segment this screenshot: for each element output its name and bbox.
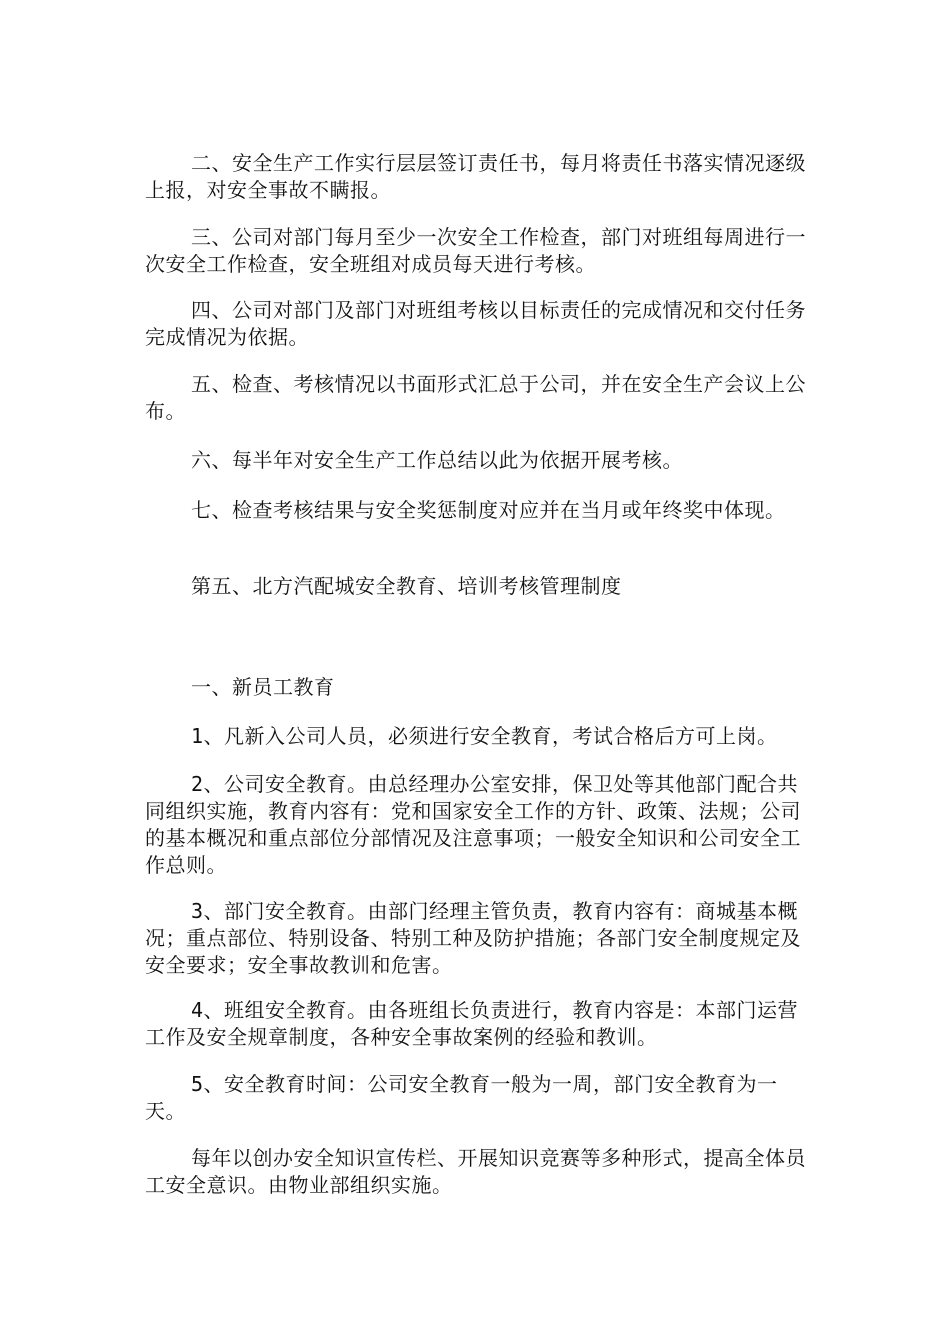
paragraph-7: 七、检查考核结果与安全奖惩制度对应并在当月或年终奖中体现。 xyxy=(191,498,786,522)
closing-paragraph: 每年以创办安全知识宣传栏、开展知识竞赛等多种形式，提高全体员工安全意识。由物业部组织实施。 xyxy=(145,1146,806,1197)
item-4: 4、班组安全教育。由各班组长负责进行，教育内容是：本部门运营工作及安全规章制度，各种安全事故案例的经验和教训。 xyxy=(145,998,799,1049)
paragraph-5: 五、检查、考核情况以书面形式汇总于公司，并在安全生产会议上公布。 xyxy=(145,372,806,423)
item-1: 1、凡新入公司人员，必须进行安全教育，考试合格后方可上岗。 xyxy=(191,724,778,748)
subsection-heading: 一、新员工教育 xyxy=(191,675,335,699)
paragraph-2: 二、安全生产工作实行层层签订责任书，每月将责任书落实情况逐级上报，对安全事故不瞒报。 xyxy=(145,151,806,202)
item-3: 3、部门安全教育。由部门经理主管负责，教育内容有：商城基本概况；重点部位、特别设备、特别工种及防护措施；各部门安全制度规定及安全要求；安全事故教训和危害。 xyxy=(145,899,801,977)
paragraph-6: 六、每半年对安全生产工作总结以此为依据开展考核。 xyxy=(191,448,683,472)
item-5: 5、安全教育时间：公司安全教育一般为一周，部门安全教育为一天。 xyxy=(145,1072,778,1123)
paragraph-3: 三、公司对部门每月至少一次安全工作检查，部门对班组每周进行一次安全工作检查，安全班组对成员每天进行考核。 xyxy=(145,225,806,276)
section-heading: 第五、北方汽配城安全教育、培训考核管理制度 xyxy=(191,574,622,598)
item-2: 2、公司安全教育。由总经理办公室安排，保卫处等其他部门配合共同组织实施，教育内容有：党和国家安全工作的方针、政策、法规；公司的基本概况和重点部位分部情况及注意事项；一般安全知识和公司安全工作总则。 xyxy=(145,772,801,877)
paragraph-4: 四、公司对部门及部门对班组考核以目标责任的完成情况和交付任务完成情况为依据。 xyxy=(145,298,806,349)
